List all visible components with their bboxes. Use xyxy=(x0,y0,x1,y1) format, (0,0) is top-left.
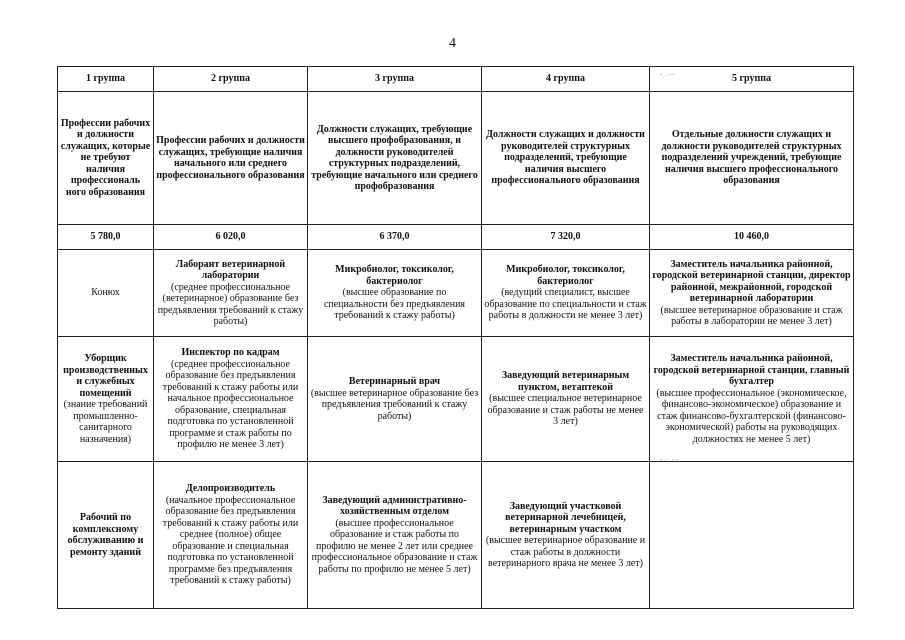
position-cell xyxy=(650,250,854,337)
group-1-description: Профессии рабочих и должности служащих, которые не требуют наличия профессиональ ного образования xyxy=(58,92,154,225)
position-requirements: (высшее специальное ветеринарное образование и стаж работы не менее 3 лет) xyxy=(487,393,644,428)
group-1-header: 1 группа xyxy=(58,67,154,92)
position-cell xyxy=(308,337,482,462)
position-cell xyxy=(58,337,154,462)
group-5-salary: 10 460,0 xyxy=(650,225,854,250)
position-cell xyxy=(58,250,154,337)
position-cell xyxy=(482,337,650,462)
page-number: 4 xyxy=(449,36,456,51)
position-requirements: (высшее образование по специальности без предъявления требований к стажу работы) xyxy=(323,287,466,322)
position-cell xyxy=(650,337,854,462)
position-title: Заместитель начальника районной, городской ветеринарной станции, главный бухгалтер xyxy=(653,353,850,387)
group-2-description: Профессии рабочих и должности служащих, требующие наличия начального или среднего профессионального образования xyxy=(154,92,308,225)
position-cell xyxy=(58,462,154,609)
position-requirements: (начальное профессиональное образование без предъявления требований к стажу работы или среднее (полное) общее образование и специальная подготовка по установленной программе без предъявления требований к стажу работы) xyxy=(162,494,299,587)
position-title: Заведующий участковой ветеринарной лечебницей, ветеринарным участком xyxy=(505,500,626,535)
position-requirements: (высшее профессиональное образование и стаж работы по профилю не менее 2 лет или среднее профессиональное образование и стаж работы по профилю не менее 5 лет) xyxy=(311,517,478,575)
salary-groups-table xyxy=(57,66,854,609)
group-4-salary: 7 320,0 xyxy=(482,225,650,250)
position-title: Заместитель начальника районной, городской ветеринарной станции, директор районной, межрайонной, городской ветеринарной лаборатории xyxy=(652,258,851,304)
position-requirements: (высшее профессиональное (экономическое, финансово-экономическое) образование и стаж финансово-бухгалтерской (финансово-экономической) работы на руководящих должностях не менее 5 лет) xyxy=(656,387,847,445)
group-5-header: 5 группа xyxy=(650,67,854,92)
position-cell xyxy=(308,462,482,609)
position-cell xyxy=(154,250,308,337)
position-requirements: (высшее ветеринарное образование и стаж работы в должности ветеринарного врача не менее 3 лет) xyxy=(485,535,646,569)
position-title: Микробиолог, токсиколог, бактериолог xyxy=(506,264,625,287)
position-cell xyxy=(154,462,308,609)
position-requirements: (знание требований промышленно-санитарного назначения) xyxy=(63,399,148,445)
header-row xyxy=(58,67,854,92)
position-row xyxy=(58,250,854,337)
scan-mark: - .-- xyxy=(660,70,676,78)
group-3-description: Должности служащих, требующие высшего профобразования, и должности руководителей структурных подразделений, требующие начального или среднего профобразования xyxy=(308,92,482,225)
position-cell xyxy=(482,462,650,609)
position-cell xyxy=(154,337,308,462)
group-3-header: 3 группа xyxy=(308,67,482,92)
group-2-salary: 6 020,0 xyxy=(154,225,308,250)
salary-row xyxy=(58,225,854,250)
position-requirements: (высшее ветеринарное образование без предъявления требований к стажу работы) xyxy=(310,387,479,422)
group-1-salary: 5 780,0 xyxy=(58,225,154,250)
position-cell xyxy=(308,250,482,337)
group-4-description: Должности служащих и должности руководителей структурных подразделений, требующие наличия высшего профессионального образования xyxy=(482,92,650,225)
group-2-header: 2 группа xyxy=(154,67,308,92)
position-title: Делопроизводитель xyxy=(185,483,276,495)
position-cell xyxy=(482,250,650,337)
position-title: Инспектор по кадрам xyxy=(181,347,280,359)
position-title: Конюх xyxy=(91,287,120,299)
description-row xyxy=(58,92,854,225)
position-row xyxy=(58,462,854,609)
position-requirements: (среднее профессиональное (ветеринарное) образование без предъявления требований к стажу работы) xyxy=(157,281,304,327)
group-4-header: 4 группа xyxy=(482,67,650,92)
position-requirements: (высшее ветеринарное образование и стаж работы в лаборатории не менее 3 лет) xyxy=(660,304,843,327)
position-title: Лаборант ветеринарной лаборатории xyxy=(175,258,286,281)
position-title: Рабочий по комплексному обслуживанию и ремонту зданий xyxy=(67,512,144,558)
position-title: Заведующий ветеринарным пунктом, ветаптекой xyxy=(501,370,630,393)
position-title: Уборщик производственных и служебных помещений xyxy=(63,353,148,399)
position-title: Микробиолог, токсиколог, бактериолог xyxy=(335,264,454,287)
position-requirements: (ведущий специалист, высшее образование по специальности и стаж работы в должности не менее 3 лет) xyxy=(484,287,647,322)
position-title: Заведующий административно-хозяйственным отделом xyxy=(322,494,467,518)
scan-mark: -.- -- xyxy=(660,455,679,463)
position-cell-empty xyxy=(650,462,854,609)
group-5-description: Отдельные должности служащих и должности руководителей структурных подразделений учреждений, требующие наличия высшего профессионального образования xyxy=(650,92,854,225)
group-3-salary: 6 370,0 xyxy=(308,225,482,250)
position-row xyxy=(58,337,854,462)
position-title: Ветеринарный врач xyxy=(348,376,441,387)
position-requirements: (среднее профессиональное образование без предъявления требований к стажу работы или начальное профессиональное образование, специальная подготовка по установленной программе и стаж работы по профилю не менее 3 лет) xyxy=(162,358,299,451)
